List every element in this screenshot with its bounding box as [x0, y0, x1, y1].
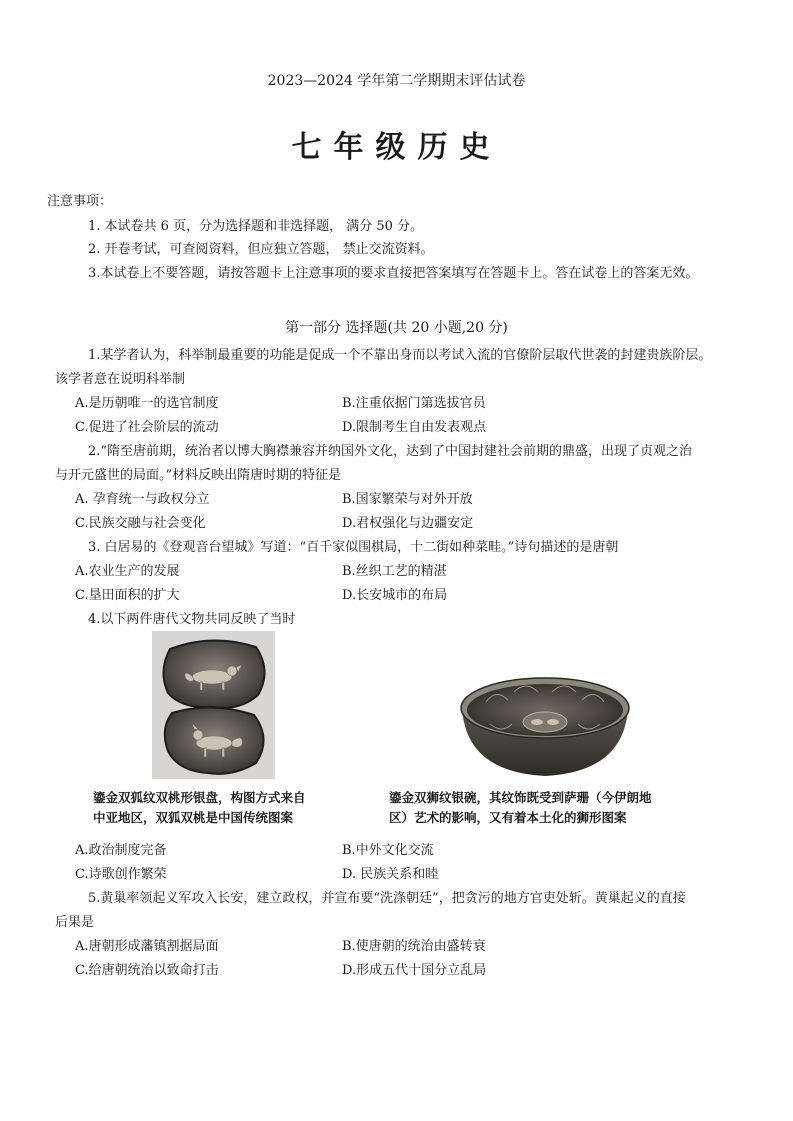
question-3-option-c[interactable]: C.垦田面积的扩大: [75, 588, 180, 603]
question-5-option-c[interactable]: C.给唐朝统治以致命打击: [75, 963, 219, 978]
question-4-stem: 4.以下两件唐代文物共同反映了当时: [88, 612, 296, 627]
question-2-option-d[interactable]: D.君权强化与边疆安定: [342, 516, 474, 531]
question-1-option-a[interactable]: A.是历朝唯一的选官制度: [75, 396, 219, 411]
bowl-image: [456, 672, 634, 780]
notice-item: 3.本试卷上不要答题，请按答题卡上注意事项的要求直接把答案填写在答题卡上。答在试卷上的答案无效。: [88, 266, 699, 281]
question-1-option-c[interactable]: C.促进了社会阶层的流动: [75, 420, 219, 435]
notice-item: 2. 开卷考试，可查阅资料，但应独立答题， 禁止交流资料。: [88, 242, 434, 257]
plate-image: [152, 631, 275, 779]
question-1-option-d[interactable]: D.限制考生自由发表观点: [342, 420, 487, 435]
bowl-caption: 鎏金双狮纹银碗，其纹饰既受到萨珊（今伊朗地: [389, 790, 652, 805]
question-3-option-b[interactable]: B.丝织工艺的精湛: [342, 564, 447, 579]
question-2-option-c[interactable]: C.民族交融与社会变化: [75, 516, 206, 531]
question-5-stem: 5.黄巢率领起义军攻入长安，建立政权，并宣布要“洗涤朝廷”，把贪污的地方官吏处斩。黄巢起义的直接: [88, 891, 686, 906]
question-3-option-a[interactable]: A.农业生产的发展: [75, 564, 180, 579]
bowl-caption: 区）艺术的影响，又有着本土化的狮形图案: [389, 810, 627, 825]
question-1-stem: 1.某学者认为，科举制最重要的功能是促成一个不靠出身而以考试入流的官僚阶层取代世袭的封建贵族阶层。: [88, 348, 712, 363]
question-4-option-b[interactable]: B.中外文化交流: [342, 843, 434, 858]
question-4-option-c[interactable]: C.诗歌创作繁荣: [75, 867, 167, 882]
question-2-stem: 与开元盛世的局面。”材料反映出隋唐时期的特征是: [55, 468, 342, 483]
section-title: 第一部分 选择题(共 20 小题,20 分): [285, 320, 508, 336]
question-3-stem: 3. 白居易的《登观音台望城》写道：“百千家似围棋局，十二街如种菜畦。”诗句描述的是唐朝: [88, 540, 619, 555]
question-2-option-a[interactable]: A. 孕育统一与政权分立: [75, 492, 210, 507]
subject-title: 七年级历史: [291, 130, 502, 165]
question-2-option-b[interactable]: B.国家繁荣与对外开放: [342, 492, 473, 507]
plate-caption: 中亚地区，双狐双桃是中国传统图案: [93, 810, 294, 825]
plate-icon: [152, 631, 275, 779]
question-1-option-b[interactable]: B.注重依据门第选拔官员: [342, 396, 486, 411]
question-5-stem: 后果是: [55, 915, 95, 930]
question-4-option-a[interactable]: A.政治制度完备: [75, 843, 167, 858]
bowl-icon: [456, 672, 634, 780]
question-5-option-d[interactable]: D.形成五代十国分立乱局: [342, 963, 487, 978]
notice-label: 注意事项：: [47, 194, 113, 209]
question-2-stem: 2.“隋至唐前期，统治者以博大胸襟兼容并纳国外文化，达到了中国封建社会前期的鼎盛，出现了贞观之治: [88, 444, 693, 459]
plate-caption: 鎏金双狐纹双桃形银盘，构图方式来自: [93, 790, 306, 805]
exam-header: 2023—2024 学年第二学期期末评估试卷: [267, 73, 526, 89]
question-4-option-d[interactable]: D. 民族关系和睦: [342, 867, 439, 882]
question-3-option-d[interactable]: D.长安城市的布局: [342, 588, 448, 603]
question-1-stem: 该学者意在说明科举制: [55, 372, 186, 387]
question-5-option-b[interactable]: B.使唐朝的统治由盛转衰: [342, 939, 486, 954]
question-5-option-a[interactable]: A.唐朝形成藩镇割据局面: [75, 939, 219, 954]
notice-item: 1. 本试卷共 6 页，分为选择题和非选择题， 满分 50 分。: [88, 219, 424, 234]
